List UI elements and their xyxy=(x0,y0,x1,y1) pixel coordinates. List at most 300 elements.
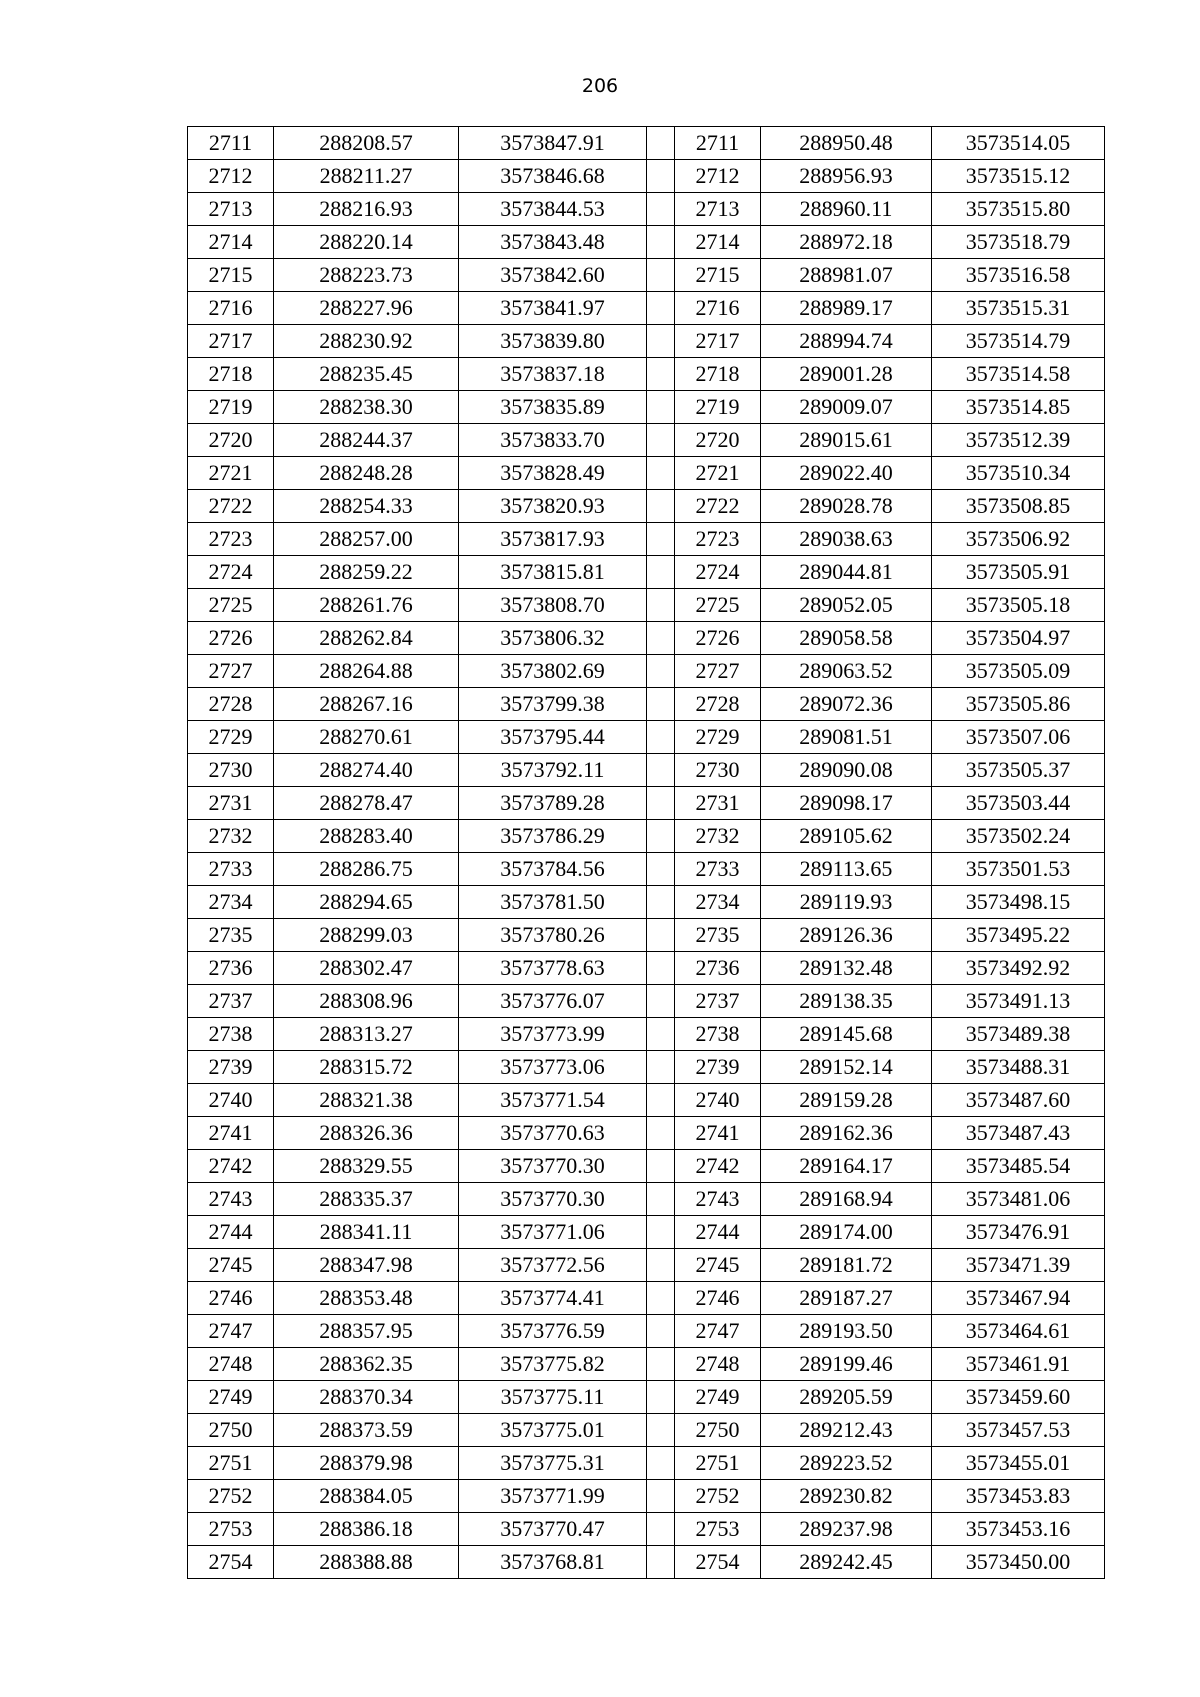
left-y-coordinate-cell: 3573815.81 xyxy=(459,556,647,589)
separator-cell xyxy=(647,556,675,589)
table-row xyxy=(188,391,1105,424)
left-point-id-cell: 2743 xyxy=(188,1183,274,1216)
right-y-coordinate-cell: 3573453.16 xyxy=(932,1513,1105,1546)
left-x-coordinate-cell: 288248.28 xyxy=(274,457,459,490)
left-y-coordinate-cell: 3573773.99 xyxy=(459,1018,647,1051)
left-y-coordinate-cell: 3573837.18 xyxy=(459,358,647,391)
separator-cell xyxy=(647,325,675,358)
table-row xyxy=(188,721,1105,754)
separator-cell xyxy=(647,589,675,622)
right-y-coordinate-cell: 3573505.09 xyxy=(932,655,1105,688)
separator-cell xyxy=(647,1480,675,1513)
left-y-coordinate-cell: 3573771.06 xyxy=(459,1216,647,1249)
left-y-coordinate-cell: 3573771.99 xyxy=(459,1480,647,1513)
left-y-coordinate-cell: 3573847.91 xyxy=(459,127,647,160)
right-point-id-cell: 2723 xyxy=(675,523,761,556)
left-point-id-cell: 2732 xyxy=(188,820,274,853)
left-x-coordinate-cell: 288341.11 xyxy=(274,1216,459,1249)
right-x-coordinate-cell: 288956.93 xyxy=(761,160,932,193)
separator-cell xyxy=(647,688,675,721)
left-point-id-cell: 2718 xyxy=(188,358,274,391)
left-point-id-cell: 2712 xyxy=(188,160,274,193)
left-x-coordinate-cell: 288388.88 xyxy=(274,1546,459,1579)
left-x-coordinate-cell: 288238.30 xyxy=(274,391,459,424)
right-y-coordinate-cell: 3573518.79 xyxy=(932,226,1105,259)
right-y-coordinate-cell: 3573495.22 xyxy=(932,919,1105,952)
left-x-coordinate-cell: 288313.27 xyxy=(274,1018,459,1051)
separator-cell xyxy=(647,457,675,490)
right-point-id-cell: 2713 xyxy=(675,193,761,226)
right-point-id-cell: 2740 xyxy=(675,1084,761,1117)
right-x-coordinate-cell: 289242.45 xyxy=(761,1546,932,1579)
separator-cell xyxy=(647,622,675,655)
right-point-id-cell: 2712 xyxy=(675,160,761,193)
page-number: 206 xyxy=(581,75,619,97)
right-x-coordinate-cell: 289145.68 xyxy=(761,1018,932,1051)
left-y-coordinate-cell: 3573808.70 xyxy=(459,589,647,622)
right-point-id-cell: 2722 xyxy=(675,490,761,523)
left-x-coordinate-cell: 288261.76 xyxy=(274,589,459,622)
left-y-coordinate-cell: 3573828.49 xyxy=(459,457,647,490)
left-x-coordinate-cell: 288283.40 xyxy=(274,820,459,853)
table-row xyxy=(188,688,1105,721)
left-y-coordinate-cell: 3573774.41 xyxy=(459,1282,647,1315)
right-x-coordinate-cell: 289212.43 xyxy=(761,1414,932,1447)
right-x-coordinate-cell: 288960.11 xyxy=(761,193,932,226)
right-x-coordinate-cell: 289164.17 xyxy=(761,1150,932,1183)
right-y-coordinate-cell: 3573514.58 xyxy=(932,358,1105,391)
right-point-id-cell: 2748 xyxy=(675,1348,761,1381)
separator-cell xyxy=(647,259,675,292)
left-y-coordinate-cell: 3573770.30 xyxy=(459,1150,647,1183)
table-row xyxy=(188,490,1105,523)
left-point-id-cell: 2723 xyxy=(188,523,274,556)
table-row xyxy=(188,292,1105,325)
left-point-id-cell: 2714 xyxy=(188,226,274,259)
left-y-coordinate-cell: 3573776.59 xyxy=(459,1315,647,1348)
left-point-id-cell: 2725 xyxy=(188,589,274,622)
separator-cell xyxy=(647,1348,675,1381)
right-y-coordinate-cell: 3573453.83 xyxy=(932,1480,1105,1513)
left-point-id-cell: 2740 xyxy=(188,1084,274,1117)
table-row xyxy=(188,1150,1105,1183)
right-point-id-cell: 2716 xyxy=(675,292,761,325)
left-y-coordinate-cell: 3573772.56 xyxy=(459,1249,647,1282)
table-row xyxy=(188,1348,1105,1381)
right-x-coordinate-cell: 289119.93 xyxy=(761,886,932,919)
left-point-id-cell: 2748 xyxy=(188,1348,274,1381)
left-x-coordinate-cell: 288357.95 xyxy=(274,1315,459,1348)
left-y-coordinate-cell: 3573770.63 xyxy=(459,1117,647,1150)
separator-cell xyxy=(647,127,675,160)
left-point-id-cell: 2739 xyxy=(188,1051,274,1084)
separator-cell xyxy=(647,1315,675,1348)
right-x-coordinate-cell: 289223.52 xyxy=(761,1447,932,1480)
left-y-coordinate-cell: 3573770.47 xyxy=(459,1513,647,1546)
right-x-coordinate-cell: 289098.17 xyxy=(761,787,932,820)
left-y-coordinate-cell: 3573842.60 xyxy=(459,259,647,292)
table-row xyxy=(188,1018,1105,1051)
table-row xyxy=(188,1315,1105,1348)
right-point-id-cell: 2733 xyxy=(675,853,761,886)
left-x-coordinate-cell: 288259.22 xyxy=(274,556,459,589)
left-y-coordinate-cell: 3573776.07 xyxy=(459,985,647,1018)
left-x-coordinate-cell: 288379.98 xyxy=(274,1447,459,1480)
left-y-coordinate-cell: 3573839.80 xyxy=(459,325,647,358)
left-x-coordinate-cell: 288235.45 xyxy=(274,358,459,391)
left-point-id-cell: 2746 xyxy=(188,1282,274,1315)
table-row xyxy=(188,1414,1105,1447)
right-x-coordinate-cell: 289001.28 xyxy=(761,358,932,391)
left-point-id-cell: 2713 xyxy=(188,193,274,226)
left-point-id-cell: 2731 xyxy=(188,787,274,820)
left-y-coordinate-cell: 3573784.56 xyxy=(459,853,647,886)
left-point-id-cell: 2720 xyxy=(188,424,274,457)
right-x-coordinate-cell: 289058.58 xyxy=(761,622,932,655)
right-y-coordinate-cell: 3573457.53 xyxy=(932,1414,1105,1447)
right-x-coordinate-cell: 289181.72 xyxy=(761,1249,932,1282)
table-row xyxy=(188,622,1105,655)
right-point-id-cell: 2743 xyxy=(675,1183,761,1216)
separator-cell xyxy=(647,1084,675,1117)
right-x-coordinate-cell: 289038.63 xyxy=(761,523,932,556)
right-x-coordinate-cell: 289230.82 xyxy=(761,1480,932,1513)
right-x-coordinate-cell: 289063.52 xyxy=(761,655,932,688)
right-point-id-cell: 2727 xyxy=(675,655,761,688)
right-point-id-cell: 2752 xyxy=(675,1480,761,1513)
left-x-coordinate-cell: 288362.35 xyxy=(274,1348,459,1381)
separator-cell xyxy=(647,358,675,391)
right-y-coordinate-cell: 3573515.31 xyxy=(932,292,1105,325)
right-point-id-cell: 2736 xyxy=(675,952,761,985)
right-x-coordinate-cell: 289072.36 xyxy=(761,688,932,721)
table-row xyxy=(188,853,1105,886)
left-x-coordinate-cell: 288373.59 xyxy=(274,1414,459,1447)
left-y-coordinate-cell: 3573770.30 xyxy=(459,1183,647,1216)
right-point-id-cell: 2750 xyxy=(675,1414,761,1447)
right-point-id-cell: 2735 xyxy=(675,919,761,952)
left-x-coordinate-cell: 288302.47 xyxy=(274,952,459,985)
separator-cell xyxy=(647,919,675,952)
separator-cell xyxy=(647,1546,675,1579)
left-x-coordinate-cell: 288262.84 xyxy=(274,622,459,655)
left-point-id-cell: 2749 xyxy=(188,1381,274,1414)
left-point-id-cell: 2733 xyxy=(188,853,274,886)
right-y-coordinate-cell: 3573488.31 xyxy=(932,1051,1105,1084)
left-y-coordinate-cell: 3573792.11 xyxy=(459,754,647,787)
right-x-coordinate-cell: 288981.07 xyxy=(761,259,932,292)
right-y-coordinate-cell: 3573498.15 xyxy=(932,886,1105,919)
left-point-id-cell: 2726 xyxy=(188,622,274,655)
separator-cell xyxy=(647,820,675,853)
left-x-coordinate-cell: 288244.37 xyxy=(274,424,459,457)
right-point-id-cell: 2725 xyxy=(675,589,761,622)
right-point-id-cell: 2741 xyxy=(675,1117,761,1150)
left-x-coordinate-cell: 288308.96 xyxy=(274,985,459,1018)
right-x-coordinate-cell: 289138.35 xyxy=(761,985,932,1018)
separator-cell xyxy=(647,1117,675,1150)
separator-cell xyxy=(647,523,675,556)
right-y-coordinate-cell: 3573506.92 xyxy=(932,523,1105,556)
left-point-id-cell: 2753 xyxy=(188,1513,274,1546)
right-x-coordinate-cell: 289132.48 xyxy=(761,952,932,985)
table-row xyxy=(188,160,1105,193)
left-y-coordinate-cell: 3573768.81 xyxy=(459,1546,647,1579)
separator-cell xyxy=(647,391,675,424)
right-x-coordinate-cell: 289237.98 xyxy=(761,1513,932,1546)
table-row xyxy=(188,523,1105,556)
separator-cell xyxy=(647,985,675,1018)
separator-cell xyxy=(647,787,675,820)
left-y-coordinate-cell: 3573817.93 xyxy=(459,523,647,556)
right-y-coordinate-cell: 3573504.97 xyxy=(932,622,1105,655)
right-x-coordinate-cell: 289009.07 xyxy=(761,391,932,424)
right-y-coordinate-cell: 3573512.39 xyxy=(932,424,1105,457)
right-point-id-cell: 2738 xyxy=(675,1018,761,1051)
separator-cell xyxy=(647,160,675,193)
right-y-coordinate-cell: 3573505.37 xyxy=(932,754,1105,787)
right-y-coordinate-cell: 3573467.94 xyxy=(932,1282,1105,1315)
right-x-coordinate-cell: 289193.50 xyxy=(761,1315,932,1348)
left-point-id-cell: 2719 xyxy=(188,391,274,424)
table-row xyxy=(188,985,1105,1018)
separator-cell xyxy=(647,721,675,754)
right-x-coordinate-cell: 289187.27 xyxy=(761,1282,932,1315)
left-point-id-cell: 2716 xyxy=(188,292,274,325)
right-y-coordinate-cell: 3573487.60 xyxy=(932,1084,1105,1117)
separator-cell xyxy=(647,952,675,985)
left-y-coordinate-cell: 3573781.50 xyxy=(459,886,647,919)
separator-cell xyxy=(647,1381,675,1414)
separator-cell xyxy=(647,226,675,259)
right-point-id-cell: 2724 xyxy=(675,556,761,589)
separator-cell xyxy=(647,655,675,688)
left-x-coordinate-cell: 288223.73 xyxy=(274,259,459,292)
table-row xyxy=(188,1282,1105,1315)
right-point-id-cell: 2726 xyxy=(675,622,761,655)
right-y-coordinate-cell: 3573515.80 xyxy=(932,193,1105,226)
right-point-id-cell: 2751 xyxy=(675,1447,761,1480)
table-row xyxy=(188,1249,1105,1282)
right-y-coordinate-cell: 3573487.43 xyxy=(932,1117,1105,1150)
right-y-coordinate-cell: 3573516.58 xyxy=(932,259,1105,292)
right-y-coordinate-cell: 3573476.91 xyxy=(932,1216,1105,1249)
right-point-id-cell: 2734 xyxy=(675,886,761,919)
left-point-id-cell: 2737 xyxy=(188,985,274,1018)
left-point-id-cell: 2752 xyxy=(188,1480,274,1513)
table-row xyxy=(188,259,1105,292)
left-y-coordinate-cell: 3573771.54 xyxy=(459,1084,647,1117)
table-row xyxy=(188,556,1105,589)
right-y-coordinate-cell: 3573515.12 xyxy=(932,160,1105,193)
left-point-id-cell: 2711 xyxy=(188,127,274,160)
right-x-coordinate-cell: 288989.17 xyxy=(761,292,932,325)
left-y-coordinate-cell: 3573789.28 xyxy=(459,787,647,820)
left-y-coordinate-cell: 3573835.89 xyxy=(459,391,647,424)
right-x-coordinate-cell: 289162.36 xyxy=(761,1117,932,1150)
separator-cell xyxy=(647,1216,675,1249)
separator-cell xyxy=(647,1414,675,1447)
right-y-coordinate-cell: 3573492.92 xyxy=(932,952,1105,985)
right-point-id-cell: 2732 xyxy=(675,820,761,853)
right-y-coordinate-cell: 3573459.60 xyxy=(932,1381,1105,1414)
separator-cell xyxy=(647,424,675,457)
left-y-coordinate-cell: 3573773.06 xyxy=(459,1051,647,1084)
right-y-coordinate-cell: 3573485.54 xyxy=(932,1150,1105,1183)
right-y-coordinate-cell: 3573461.91 xyxy=(932,1348,1105,1381)
right-point-id-cell: 2714 xyxy=(675,226,761,259)
right-x-coordinate-cell: 289152.14 xyxy=(761,1051,932,1084)
left-point-id-cell: 2745 xyxy=(188,1249,274,1282)
right-y-coordinate-cell: 3573508.85 xyxy=(932,490,1105,523)
right-y-coordinate-cell: 3573505.18 xyxy=(932,589,1105,622)
separator-cell xyxy=(647,1018,675,1051)
left-x-coordinate-cell: 288386.18 xyxy=(274,1513,459,1546)
left-y-coordinate-cell: 3573841.97 xyxy=(459,292,647,325)
table-row xyxy=(188,1051,1105,1084)
right-y-coordinate-cell: 3573505.86 xyxy=(932,688,1105,721)
left-x-coordinate-cell: 288264.88 xyxy=(274,655,459,688)
left-x-coordinate-cell: 288270.61 xyxy=(274,721,459,754)
left-y-coordinate-cell: 3573806.32 xyxy=(459,622,647,655)
separator-cell xyxy=(647,1150,675,1183)
right-y-coordinate-cell: 3573514.79 xyxy=(932,325,1105,358)
left-x-coordinate-cell: 288286.75 xyxy=(274,853,459,886)
right-point-id-cell: 2719 xyxy=(675,391,761,424)
left-x-coordinate-cell: 288220.14 xyxy=(274,226,459,259)
right-point-id-cell: 2753 xyxy=(675,1513,761,1546)
left-point-id-cell: 2742 xyxy=(188,1150,274,1183)
right-y-coordinate-cell: 3573503.44 xyxy=(932,787,1105,820)
left-x-coordinate-cell: 288227.96 xyxy=(274,292,459,325)
right-y-coordinate-cell: 3573514.85 xyxy=(932,391,1105,424)
left-y-coordinate-cell: 3573775.31 xyxy=(459,1447,647,1480)
right-point-id-cell: 2744 xyxy=(675,1216,761,1249)
right-point-id-cell: 2754 xyxy=(675,1546,761,1579)
left-point-id-cell: 2747 xyxy=(188,1315,274,1348)
table-row xyxy=(188,787,1105,820)
right-x-coordinate-cell: 289113.65 xyxy=(761,853,932,886)
right-point-id-cell: 2721 xyxy=(675,457,761,490)
table-row xyxy=(188,919,1105,952)
left-y-coordinate-cell: 3573844.53 xyxy=(459,193,647,226)
right-y-coordinate-cell: 3573450.00 xyxy=(932,1546,1105,1579)
right-y-coordinate-cell: 3573501.53 xyxy=(932,853,1105,886)
separator-cell xyxy=(647,754,675,787)
left-x-coordinate-cell: 288335.37 xyxy=(274,1183,459,1216)
right-x-coordinate-cell: 289028.78 xyxy=(761,490,932,523)
right-point-id-cell: 2747 xyxy=(675,1315,761,1348)
left-y-coordinate-cell: 3573778.63 xyxy=(459,952,647,985)
separator-cell xyxy=(647,1282,675,1315)
right-x-coordinate-cell: 289168.94 xyxy=(761,1183,932,1216)
left-y-coordinate-cell: 3573780.26 xyxy=(459,919,647,952)
left-point-id-cell: 2734 xyxy=(188,886,274,919)
left-y-coordinate-cell: 3573775.11 xyxy=(459,1381,647,1414)
coordinates-table xyxy=(187,126,1105,1579)
right-x-coordinate-cell: 289126.36 xyxy=(761,919,932,952)
table-row xyxy=(188,1513,1105,1546)
left-x-coordinate-cell: 288216.93 xyxy=(274,193,459,226)
right-point-id-cell: 2730 xyxy=(675,754,761,787)
left-point-id-cell: 2741 xyxy=(188,1117,274,1150)
left-y-coordinate-cell: 3573833.70 xyxy=(459,424,647,457)
left-point-id-cell: 2727 xyxy=(188,655,274,688)
left-y-coordinate-cell: 3573775.01 xyxy=(459,1414,647,1447)
table-row xyxy=(188,820,1105,853)
left-point-id-cell: 2736 xyxy=(188,952,274,985)
left-y-coordinate-cell: 3573820.93 xyxy=(459,490,647,523)
left-point-id-cell: 2730 xyxy=(188,754,274,787)
separator-cell xyxy=(647,886,675,919)
right-point-id-cell: 2742 xyxy=(675,1150,761,1183)
left-point-id-cell: 2728 xyxy=(188,688,274,721)
right-x-coordinate-cell: 289105.62 xyxy=(761,820,932,853)
left-point-id-cell: 2715 xyxy=(188,259,274,292)
right-x-coordinate-cell: 289090.08 xyxy=(761,754,932,787)
right-y-coordinate-cell: 3573505.91 xyxy=(932,556,1105,589)
right-x-coordinate-cell: 289022.40 xyxy=(761,457,932,490)
left-x-coordinate-cell: 288294.65 xyxy=(274,886,459,919)
right-x-coordinate-cell: 289199.46 xyxy=(761,1348,932,1381)
right-point-id-cell: 2746 xyxy=(675,1282,761,1315)
right-x-coordinate-cell: 289081.51 xyxy=(761,721,932,754)
table-row xyxy=(188,424,1105,457)
right-y-coordinate-cell: 3573514.05 xyxy=(932,127,1105,160)
left-x-coordinate-cell: 288299.03 xyxy=(274,919,459,952)
left-x-coordinate-cell: 288257.00 xyxy=(274,523,459,556)
separator-cell xyxy=(647,1183,675,1216)
separator-cell xyxy=(647,1513,675,1546)
right-x-coordinate-cell: 288950.48 xyxy=(761,127,932,160)
left-point-id-cell: 2750 xyxy=(188,1414,274,1447)
table-row xyxy=(188,1447,1105,1480)
left-point-id-cell: 2751 xyxy=(188,1447,274,1480)
right-point-id-cell: 2715 xyxy=(675,259,761,292)
right-y-coordinate-cell: 3573491.13 xyxy=(932,985,1105,1018)
table-row xyxy=(188,1480,1105,1513)
table-row xyxy=(188,127,1105,160)
table-row xyxy=(188,1183,1105,1216)
left-point-id-cell: 2738 xyxy=(188,1018,274,1051)
table-row xyxy=(188,754,1105,787)
left-y-coordinate-cell: 3573802.69 xyxy=(459,655,647,688)
left-x-coordinate-cell: 288274.40 xyxy=(274,754,459,787)
left-y-coordinate-cell: 3573786.29 xyxy=(459,820,647,853)
right-y-coordinate-cell: 3573507.06 xyxy=(932,721,1105,754)
right-point-id-cell: 2729 xyxy=(675,721,761,754)
right-y-coordinate-cell: 3573481.06 xyxy=(932,1183,1105,1216)
separator-cell xyxy=(647,1051,675,1084)
table-row xyxy=(188,1381,1105,1414)
left-x-coordinate-cell: 288211.27 xyxy=(274,160,459,193)
left-x-coordinate-cell: 288315.72 xyxy=(274,1051,459,1084)
right-point-id-cell: 2711 xyxy=(675,127,761,160)
left-y-coordinate-cell: 3573846.68 xyxy=(459,160,647,193)
table-row xyxy=(188,589,1105,622)
left-x-coordinate-cell: 288370.34 xyxy=(274,1381,459,1414)
left-x-coordinate-cell: 288208.57 xyxy=(274,127,459,160)
right-point-id-cell: 2717 xyxy=(675,325,761,358)
left-point-id-cell: 2717 xyxy=(188,325,274,358)
left-point-id-cell: 2729 xyxy=(188,721,274,754)
right-x-coordinate-cell: 289205.59 xyxy=(761,1381,932,1414)
left-point-id-cell: 2722 xyxy=(188,490,274,523)
table-row xyxy=(188,952,1105,985)
table-row xyxy=(188,886,1105,919)
table-row xyxy=(188,1117,1105,1150)
right-y-coordinate-cell: 3573464.61 xyxy=(932,1315,1105,1348)
